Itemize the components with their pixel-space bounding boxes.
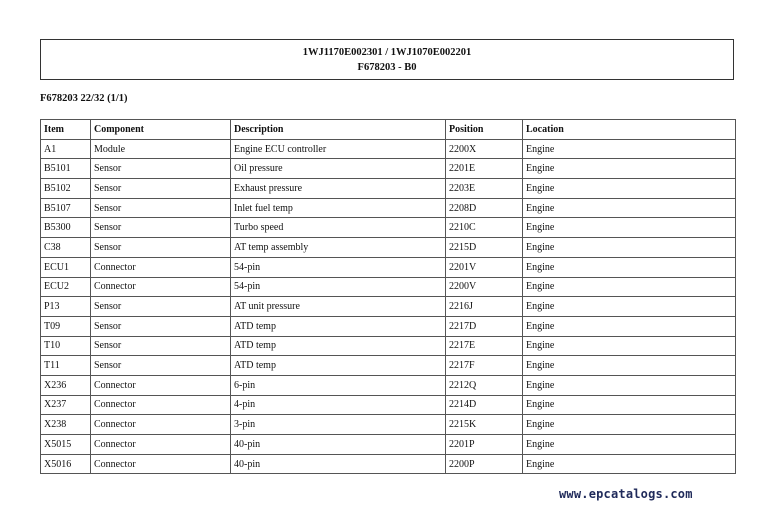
cell-description: ATD temp <box>231 356 446 376</box>
cell-position: 2200P <box>446 454 523 474</box>
cell-position: 2212Q <box>446 375 523 395</box>
cell-component: Connector <box>91 375 231 395</box>
cell-position: 2208D <box>446 198 523 218</box>
table-row <box>41 198 736 218</box>
column-header-location: Location <box>523 120 736 140</box>
cell-item: T11 <box>41 356 91 376</box>
component-table <box>40 119 736 474</box>
cell-location: Engine <box>523 336 736 356</box>
table-header-row <box>41 120 736 140</box>
cell-component: Sensor <box>91 179 231 199</box>
cell-description: 54-pin <box>231 257 446 277</box>
table-row <box>41 356 736 376</box>
cell-location: Engine <box>523 159 736 179</box>
cell-component: Sensor <box>91 297 231 317</box>
table-row <box>41 159 736 179</box>
table-row <box>41 316 736 336</box>
cell-item: ECU1 <box>41 257 91 277</box>
cell-location: Engine <box>523 435 736 455</box>
cell-location: Engine <box>523 316 736 336</box>
cell-description: Exhaust pressure <box>231 179 446 199</box>
cell-description: 3-pin <box>231 415 446 435</box>
cell-component: Sensor <box>91 238 231 258</box>
cell-location: Engine <box>523 395 736 415</box>
cell-location: Engine <box>523 454 736 474</box>
cell-description: Inlet fuel temp <box>231 198 446 218</box>
cell-item: X236 <box>41 375 91 395</box>
cell-location: Engine <box>523 356 736 376</box>
cell-item: X237 <box>41 395 91 415</box>
page-reference: F678203 22/32 (1/1) <box>40 93 128 104</box>
cell-component: Sensor <box>91 336 231 356</box>
cell-position: 2210C <box>446 218 523 238</box>
table-row <box>41 218 736 238</box>
cell-component: Module <box>91 139 231 159</box>
cell-component: Sensor <box>91 159 231 179</box>
cell-position: 2215D <box>446 238 523 258</box>
cell-item: X238 <box>41 415 91 435</box>
cell-position: 2217F <box>446 356 523 376</box>
cell-component: Connector <box>91 257 231 277</box>
cell-component: Sensor <box>91 356 231 376</box>
cell-item: B5107 <box>41 198 91 218</box>
cell-location: Engine <box>523 415 736 435</box>
cell-item: X5016 <box>41 454 91 474</box>
cell-location: Engine <box>523 238 736 258</box>
cell-location: Engine <box>523 198 736 218</box>
cell-component: Connector <box>91 277 231 297</box>
cell-item: B5102 <box>41 179 91 199</box>
column-header-position: Position <box>446 120 523 140</box>
cell-component: Connector <box>91 395 231 415</box>
cell-position: 2215K <box>446 415 523 435</box>
cell-item: A1 <box>41 139 91 159</box>
document-header <box>40 39 734 80</box>
cell-description: 4-pin <box>231 395 446 415</box>
cell-description: Oil pressure <box>231 159 446 179</box>
cell-position: 2201V <box>446 257 523 277</box>
cell-location: Engine <box>523 139 736 159</box>
table-row <box>41 395 736 415</box>
cell-component: Sensor <box>91 198 231 218</box>
cell-position: 2217D <box>446 316 523 336</box>
cell-item: T10 <box>41 336 91 356</box>
cell-position: 2217E <box>446 336 523 356</box>
cell-location: Engine <box>523 297 736 317</box>
table-row <box>41 179 736 199</box>
cell-location: Engine <box>523 277 736 297</box>
column-header-component: Component <box>91 120 231 140</box>
cell-item: X5015 <box>41 435 91 455</box>
table-row <box>41 454 736 474</box>
cell-description: 40-pin <box>231 435 446 455</box>
cell-position: 2216J <box>446 297 523 317</box>
cell-component: Sensor <box>91 218 231 238</box>
cell-item: T09 <box>41 316 91 336</box>
watermark: www.epcatalogs.com <box>559 487 693 501</box>
cell-component: Connector <box>91 454 231 474</box>
cell-position: 2214D <box>446 395 523 415</box>
cell-component: Sensor <box>91 316 231 336</box>
serial-number-line: 1WJ1170E002301 / 1WJ1070E002201 <box>302 47 472 58</box>
table-row <box>41 375 736 395</box>
table-row <box>41 415 736 435</box>
cell-position: 2201E <box>446 159 523 179</box>
cell-item: C38 <box>41 238 91 258</box>
cell-description: Turbo speed <box>231 218 446 238</box>
cell-description: AT unit pressure <box>231 297 446 317</box>
table-row <box>41 435 736 455</box>
document-code: F678203 - B0 <box>357 62 417 73</box>
cell-component: Connector <box>91 435 231 455</box>
cell-position: 2201P <box>446 435 523 455</box>
cell-description: 54-pin <box>231 277 446 297</box>
cell-description: 6-pin <box>231 375 446 395</box>
table-body <box>41 139 736 474</box>
cell-position: 2200X <box>446 139 523 159</box>
cell-location: Engine <box>523 375 736 395</box>
cell-position: 2203E <box>446 179 523 199</box>
cell-component: Connector <box>91 415 231 435</box>
table-row <box>41 297 736 317</box>
cell-item: B5300 <box>41 218 91 238</box>
table-row <box>41 336 736 356</box>
cell-item: P13 <box>41 297 91 317</box>
cell-description: ATD temp <box>231 316 446 336</box>
cell-item: ECU2 <box>41 277 91 297</box>
table-row <box>41 257 736 277</box>
table-row <box>41 139 736 159</box>
cell-location: Engine <box>523 179 736 199</box>
cell-description: 40-pin <box>231 454 446 474</box>
cell-item: B5101 <box>41 159 91 179</box>
cell-location: Engine <box>523 218 736 238</box>
cell-position: 2200V <box>446 277 523 297</box>
table-row <box>41 238 736 258</box>
cell-description: Engine ECU controller <box>231 139 446 159</box>
table-row <box>41 277 736 297</box>
cell-description: ATD temp <box>231 336 446 356</box>
cell-description: AT temp assembly <box>231 238 446 258</box>
column-header-item: Item <box>41 120 91 140</box>
cell-location: Engine <box>523 257 736 277</box>
column-header-description: Description <box>231 120 446 140</box>
